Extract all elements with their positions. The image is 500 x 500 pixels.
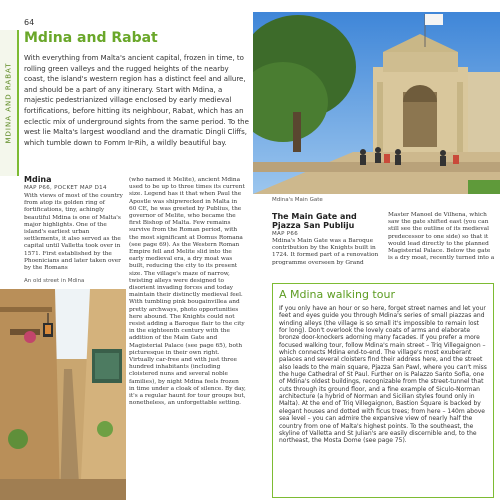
- street-caption: An old street in Mdina: [24, 278, 85, 284]
- main-gate-map-ref: MAP P66: [272, 231, 298, 237]
- old-street-illustration: [0, 289, 126, 500]
- main-gate-photo: [253, 12, 500, 194]
- old-street-photo: [0, 289, 126, 500]
- intro-paragraph: With everything from Malta's ancient capital, frozen in time, to rolling green valleys and the rugged heights of the nearby coast, the island's western region has a distinct feel and allure, and should be a part of any itinerary. Start with Mdina, a majestic pedestrianized village enclosed by early medieval fortifications, before hitting its neighbour, Rabat, which has an eclectic mix of underground sights from the same period. To the west lie Malta's largest woodland and the dramatic Dingli Cliffs, which tumble down to Fomm Ir-Rih, a wildly beautiful bay.: [24, 54, 249, 147]
- main-gate-text-col1: Mdina's Main Gate was a Baroque contribution by the Knights built in 1724. It formed part of a renovation programme overseen by Grand: [272, 238, 379, 266]
- side-tab: [0, 30, 17, 176]
- walking-tour-text: If you only have an hour or so here, forget street names and let your feet and eyes guide you through Mdina's series of small piazzas and winding alleys (the village is so small it's impossible to remain lost for long). Don't overlook the lovely coats of arms and elaborate bronze door-knockers adorning many facades. If you prefer a more focused walking tour, follow Mdina's main street – Triq Villegaignon – which connects Mdina end-to-end. The village's most exuberant palaces and several cloisters find their address here, and the street also leads to the main square, Pjazza San Pawl, where you can't miss the huge Cathedral of St Paul. Further on is Palazzo Santo Sofia, one of Mdina's oldest buildings, recognizable from the street-tunnel that cuts through its ground floor, and a fine example of Siculo-Norman architecture (a hybrid of Norman and Sicilian styles found only in Malta). At the end of Triq Villegaignon, Bastion Square is backed by elegant houses and dotted with ficus trees; from here – 140m above sea level – you can admire the expansive view of nearly half the country from one of Malta's highest points. To the southeast, the skyline of Valletta and St Julian's are easily discernible and, to the northeast, the Mosta Dome (see page 75).: [279, 305, 487, 445]
- walking-tour-title: A Mdina walking tour: [279, 288, 395, 301]
- page-title: Mdina and Rabat: [24, 30, 158, 46]
- mdina-text-col2: (who named it Melite), ancient Mdina used to be up to three times its current size. Legend has it that when Paul the Apostle was shipwrecked in Malta in 60 CE, he was greeted by Publius, the governor of Melite, who became the first Bishop of Malta. Few remains survive from the Roman period, with the most significant at Domus Romana (see page 69). As the Western Roman Empire fell and Melite slid into the early medieval era, a dry moat was built, reducing the city to its present size. The village's maze of narrow, twisting alleys were designed to disorient invading forces and today maintain their distinctly medieval feel. With tumbling pink bougainvillea and pretty archways, photo opportunities here abound. The Knights could not resist adding a Baroque flair to the city in the eighteenth century with the addition of the Main Gate and Magisterial Palace (see page 65), both picturesque in their own right. Virtually car-free and with just three hundred inhabitants (including cloistered nuns and several noble families), by night Mdina feels frozen in time under a cloak of silence. By day, it's a regular haunt for tour groups but, nonetheless, an unforgettable setting.: [129, 177, 246, 407]
- mdina-map-ref: MAP P66, POCKET MAP D14: [24, 185, 107, 191]
- walking-tour-box: [272, 283, 494, 498]
- main-gate-text-col2: Master Manoel de Vilhena, which saw the gate shifted east (you can still see the outline of its medieval predecessor to one side) so that it would lead directly to the planned Magisterial Palace. Below the gate is a dry moat, recently turned into a: [388, 212, 495, 262]
- mdina-text-col1: With views of most of the country from atop its golden ring of fortifications, tiny, achingly beautiful Mdina is one of Malta's major highlights. One of the island's earliest urban settlements, it also served as the capital until Valletta took over in 1571. First established by the Phoenicians and later taken over by the Romans: [24, 193, 123, 272]
- side-tab-label: MDINA AND RABAT: [4, 62, 13, 144]
- main-gate-heading: The Main Gate and Pjazza San Publiju: [272, 212, 357, 230]
- main-gate-caption: Mdina's Main Gate: [272, 197, 323, 203]
- mdina-heading: Mdina: [24, 175, 52, 184]
- main-gate-illustration: [253, 12, 500, 194]
- page-number: 64: [24, 18, 35, 27]
